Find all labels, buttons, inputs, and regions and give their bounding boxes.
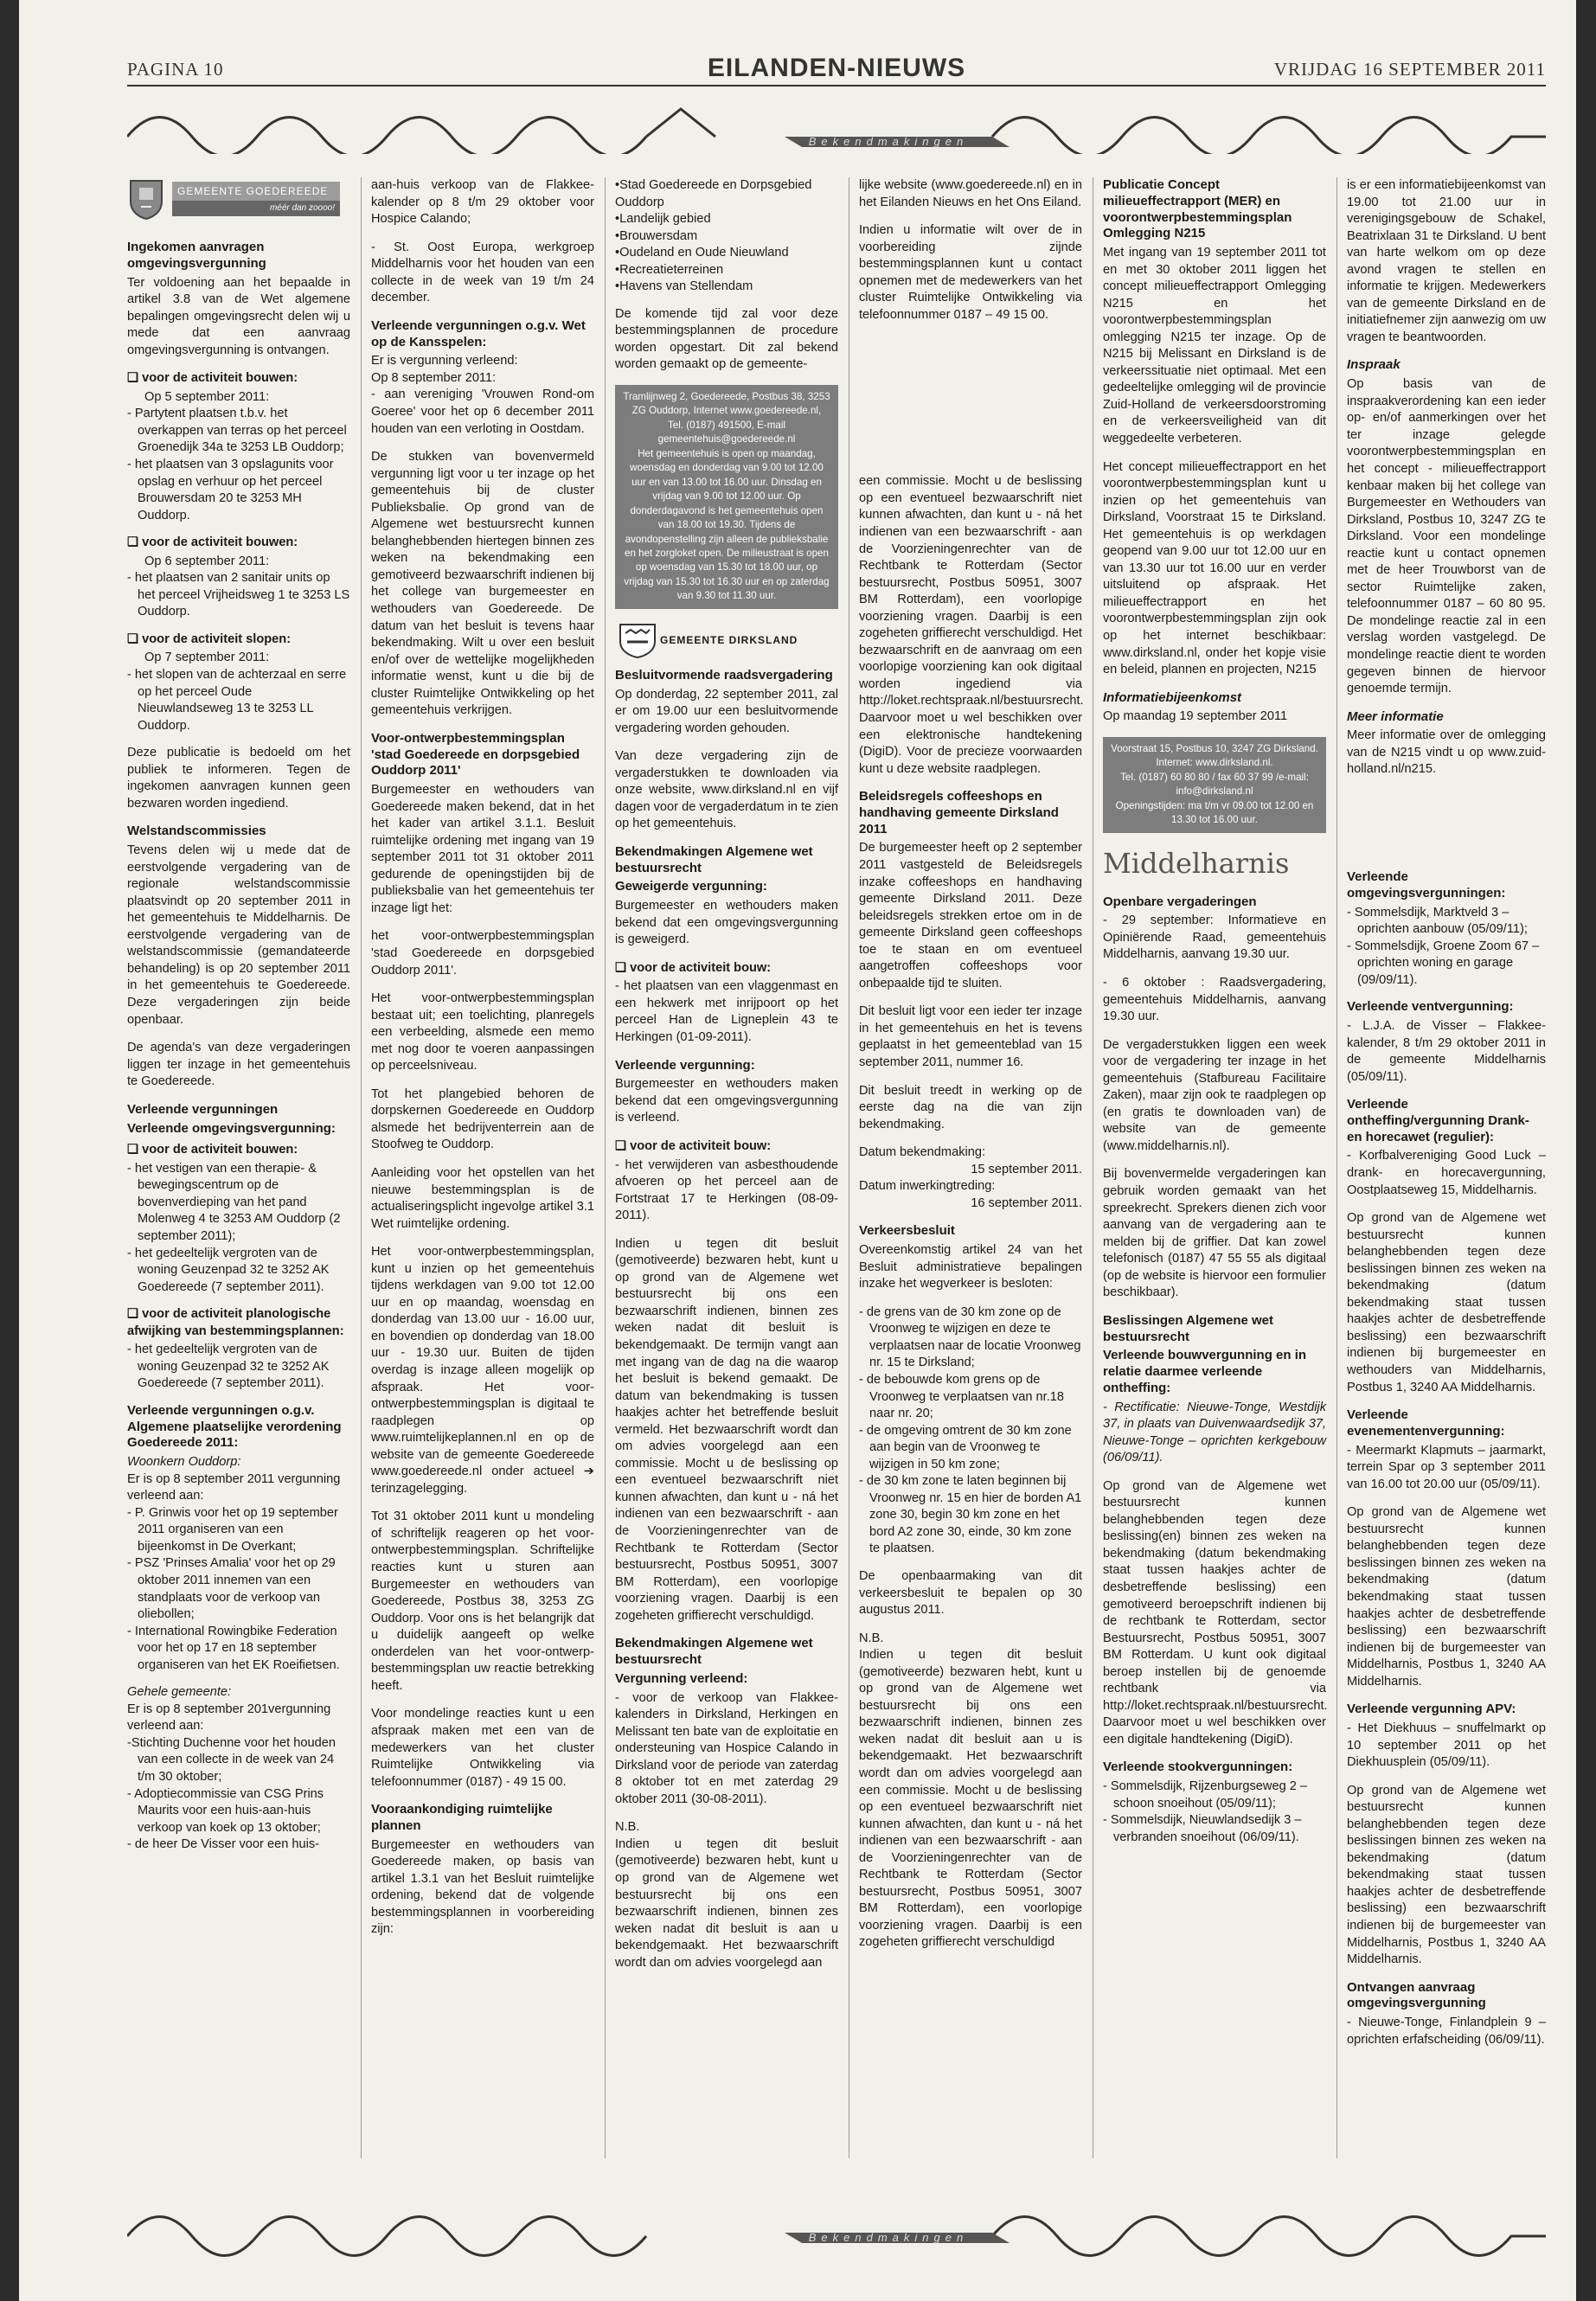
value-datum-2: 16 september 2011. xyxy=(971,1195,1082,1210)
ouddorp-list xyxy=(127,1505,350,1674)
page-number: PAGINA 10 xyxy=(127,59,224,80)
heading-drank: Verleende ontheffing/vergunning Drank- en horecawet (regulier): xyxy=(1347,1097,1529,1144)
plans-list xyxy=(615,177,838,296)
contact-address: Tramlijnweg 2, Goedereede, Postbus 38, 3253 ZG Ouddorp, Internet www.goedereede.nl, xyxy=(623,391,830,417)
text-open-3: De vergaderstukken liggen een week voor de vergadering ter inzage in het gemeentehuis (Stafbureau Facilitaire Zaken), maar zijn ook te raadplegen op (en gratis te downloaden van) de website van de gemeente (www.middelharnis.nl). xyxy=(1103,1037,1326,1153)
heading-geweigerd: Geweigerde vergunning: xyxy=(615,879,767,894)
text-nb: Indien u tegen dit besluit (gemotiveerde) bezwaren hebt, kunt u op grond van de Algemene wet bestuursrecht bij ons een bezwaarschrift indienen, binnen zes weken nadat dit besluit is aan u bekendgemaakt. Het bezwaarschrift wordt dan om advies voorgelegd aan xyxy=(615,1836,838,1970)
list-item: - de omgeving omtrent de 30 km zone aan begin van de Vroonweg te wijzigen in 50 km zone; xyxy=(859,1423,1072,1471)
dirksland-logo xyxy=(615,621,838,659)
text-commissie: een commissie. Mocht u de beslissing op een eventueel bezwaarschrift niet kunnen afwachten, dan kunt u - ná het indienen van een bezwaarschrift - aan de Voorzieningenrechter van de Rechtbank te Rotterdam (Sector bestuursrecht, Postbus 50951, 3007 BM Rotterdam), een voorlopige voorziening vragen. Daarbij is een zogeheten griffierecht verschuldigd. Het bezwaarschrift en de aanvraag om een voorlopige voorziening kan ook digitaal worden ingediend via http://loket.rechtspraak.nl/bestuursrecht. Daarvoor moet u wel beschikken over een elektronische handtekening (DigiD). Voor de precieze voorwaarden kunt u deze website raadplegen. xyxy=(859,474,1084,776)
nb-label: N.B. xyxy=(615,1820,640,1835)
verkeer-list xyxy=(859,1304,1082,1558)
text-kans-item: - aan vereniging 'Vrouwen Rond-om Goeree' voor het op 6 december 2011 houden van een verloting in Oostdam. xyxy=(371,388,594,436)
text-ontheffing-item: - Rectificatie: Nieuwe-Tonge, Westdijk 37, in plaats van Duivenwaardsedijk 37, Nieuwe-Tonge – oprichten kerkgebouw (06/09/11). xyxy=(1103,1400,1326,1465)
activity-bouwen-3: ❑ voor de activiteit bouwen: xyxy=(127,1143,298,1157)
text-raad-1: Op donderdag, 22 september 2011, zal er om 19.00 uur een besluitvormende vergadering worden gehouden. xyxy=(615,687,838,735)
subheading-ouddorp: Woonkern Ouddorp: xyxy=(127,1455,241,1470)
heading-vergaderingen: Openbare vergaderingen xyxy=(1103,894,1257,909)
text-drank: Op grond van de Algemene wet bestuursrecht kunnen belanghebbenden tegen deze beslissingen binnen zes weken na bekendmaking (datum bekendmaking staat tussen haakjes achter de desbetreffende beslissing) een bezwaarschrift indienen bij burgemeester en wethouders van Middelharnis, Postbus 1, 3240 AA Middelharnis. xyxy=(1347,1211,1546,1394)
text-apv-item: - Het Diekhuus – snuffelmarkt op 10 september 2011 op het Diekhuusplein (05/09/11). xyxy=(1347,1721,1546,1770)
list-item: • Stad Goedereede en Dorpsgebied Ouddorp xyxy=(615,177,838,211)
text-voor-7: Voor mondelinge reacties kunt u een afspraak maken met een van de medewerkers van het cluster Ruimtelijke Ontwikkeling via telefoonnummer (0187) - 49 15 00. xyxy=(371,1707,594,1789)
text-welstand-1: Tevens delen wij u mede dat de eerstvolgende vergadering van de regionale welstandscommissie plaatsvindt op 20 september 2011 in het gemeentehuis te Middelharnis. De eerstvolgende vergadering van de welstandscommissie (gemandateerde behandeling) is op 20 september 2011 in het gemeentehuis te Goedereede. Deze vergaderingen zijn beide openbaar. xyxy=(127,843,350,1027)
wave-ornament xyxy=(127,102,1546,154)
text-verkeer: Overeenkomstig artikel 24 van het Besluit administratieve bepalingen inzake het wegverkeer is besloten: xyxy=(859,1243,1082,1292)
masthead: EILANDEN-NIEUWS xyxy=(707,54,966,82)
text-publicatie: Deze publicatie is bedoeld om het publiek te informeren. Tegen de ingekomen aanvragen kunnen geen bezwaren worden ingediend. xyxy=(127,746,350,811)
text-gehele: Er is op 8 september 201vergunning verleend aan: xyxy=(127,1702,331,1734)
list-item: - de bebouwde kom grens op de Vroonweg te verplaatsen van nr.18 naar nr. 20; xyxy=(859,1372,1064,1421)
text-voor-6: Tot 31 oktober 2011 kunt u mondeling of schriftelijk reageren op het voor-ontwerpbestemmingsplan. Schriftelijke reacties kunt u sturen aan Burgemeester en wethouders van Goedereede, Postbus 38, 3253 ZG Ouddorp. Voor ons is het belangrijk dat u duidelijk aangeeft op welke onderdelen van het voor-ontwerp-bestemmingsplan uw reactie betrekking heeft. xyxy=(371,1509,594,1693)
list-item: - Sommelsdijk, Marktveld 3 – oprichten aanbouw (05/09/11); xyxy=(1347,905,1528,937)
activity-bouw-2: ❑ voor de activiteit bouw: xyxy=(615,1138,772,1153)
text-nb: Indien u tegen dit besluit (gemotiveerde) bezwaren hebt, kunt u op grond van de Algemene wet bestuursrecht bij ons een bezwaarschrift indienen, binnen zes weken nadat dit besluit aan u is bekendgemaakt. Het bezwaarschrift wordt dan om advies voorgelegd aan een commissie. Mocht u de beslissing op een eventueel bezwaarschrift niet kunnen afwachten, dan kunt u - ná het indienen van een bezwaarschrift - aan de Voorzieningenrechter van de Rechtbank te Rotterdam (Sector bestuursrecht, Postbus 50951, 3007 BM Rotterdam), een voorlopige voorziening vragen. Daarbij is een zogeheten griffierecht verschuldigd xyxy=(859,1648,1082,1950)
contact-hours: Het gemeentehuis is open op maandag, woensdag en donderdag van 9.00 tot 12.00 uur en van 13.00 tot 16.00 uur. Dinsdag en vrijdag van 9.00 tot 12.00 uur. Op donderdagavond is het gemeentehuis open van 18.00 tot 19.30. Tijdens de avondopenstelling zijn alleen de publieksbalie en het zorgloket open. De milieustraat is open op woensdag van 15.30 tot 18.00 uur, op vrijdag van 15.30 tot 16.30 uur en op zaterdag van 9.30 tot 11.30 uur. xyxy=(624,447,830,602)
activity-planologisch: ❑ voor de activiteit planologische afwijking van bestemmingsplannen: xyxy=(127,1307,344,1338)
column-goedereede xyxy=(127,177,350,1864)
heading-welstand: Welstandscommissies xyxy=(127,824,266,839)
text-publicatie-1: Met ingang van 19 september 2011 tot en met 30 oktober 2011 liggen het concept milieueffectrapport Omlegging N215 en het voorontwerpbestemmingsplan omlegging N215 ter inzage. Op de N215 bij Melissant en Dirksland is de verkeerssituatie niet optimaal. Met een gedeeltelijke omlegging wil de provincie Zuid-Holland de verkeersdoorstroming en de verkeersveiligheid van dit weggedeelte verbeteren. xyxy=(1103,246,1326,446)
list-item: - Sommelsdijk, Nieuwlandsedijk 3 – verbranden snoeihout (06/09/11). xyxy=(1103,1813,1302,1844)
bottom-banner xyxy=(127,2210,1546,2262)
heading-beslissingen: Beslissingen Algemene wet bestuursrecht xyxy=(1103,1312,1274,1344)
contact-phone: Tel. (0187) 60 80 80 / fax 60 37 99 /e-mail: info@dirksland.nl xyxy=(1120,771,1309,798)
activity-bouw: ❑ voor de activiteit bouw: xyxy=(615,960,772,975)
list-item: - Partytent plaatsen t.b.v. het overkappen van terras op het perceel Groenedijk 34a te 3253 LB Ouddorp; xyxy=(127,407,347,455)
text-voor-1b: het voor-ontwerpbestemmingsplan 'stad Goedereede en dorpsgebied Ouddorp 2011'. xyxy=(371,929,594,977)
column-divider xyxy=(361,177,362,2158)
middelharnis-logo: Middelharnis xyxy=(1103,846,1290,880)
text-bijeenkomst: Op maandag 19 september 2011 xyxy=(1103,709,1288,724)
banner-label: Bekendmakingen xyxy=(808,2231,969,2244)
text-welstand-2: De agenda's van deze vergaderingen liggen ter inzage in het gemeentehuis te Goedereede. xyxy=(127,1041,350,1089)
list-item: • Havens van Stellendam xyxy=(615,279,838,296)
heading-aanvragen: Ingekomen aanvragen omgevingsvergunning xyxy=(127,240,266,271)
text-kans: Er is vergunning verleend: xyxy=(371,354,518,369)
top-banner xyxy=(127,102,1546,154)
content-grid xyxy=(127,177,1546,2158)
heading-verleend: Verleende vergunning: xyxy=(615,1057,755,1073)
heading-ontheffing: Verleende bouwvergunning en in relatie daarmee verleende ontheffing: xyxy=(1103,1348,1307,1395)
activity-date: Op 7 september 2011: xyxy=(144,651,270,665)
nb-label: N.B. xyxy=(859,1631,884,1645)
activity-date: Op 6 september 2011: xyxy=(144,554,270,568)
list-item: • Brouwersdam xyxy=(615,228,838,246)
value-datum-1: 15 september 2011. xyxy=(971,1162,1082,1176)
newspaper-page xyxy=(19,0,1576,2301)
list-item: - de 30 km zone te laten beginnen bij Vroonweg nr. 15 en hier de borden A1 zone 30, begin 30 km zone en het bord A2 zone 30, einde, 30 km zone te plaatsen. xyxy=(859,1474,1082,1556)
text-coffee-2: Dit besluit ligt voor een ieder ter inzage in het gemeentehuis en het is tevens geplaatst in het gemeenteblad van 15 september 2011, nummer 16. xyxy=(859,1004,1082,1070)
contact-phone: Tel. (0187) 491500, E-mail gemeentehuis@goedereede.nl xyxy=(657,419,796,445)
list-item: -Stichting Duchenne voor het houden van een collecte in de week van 24 t/m 30 oktober; xyxy=(127,1735,336,1785)
text-geweigerd: Burgemeester en wethouders maken bekend dat een omgevingsvergunning is geweigerd. xyxy=(615,899,838,947)
list-item: - de grens van de 30 km zone op de Vroonweg te wijzigen en deze te verplaatsen naar de locatie Vroonweg nr. 15 te Dirksland; xyxy=(859,1304,1081,1370)
banner-label: Bekendmakingen xyxy=(808,135,969,148)
gehele-list xyxy=(127,1735,350,1854)
heading-ventvergunning: Verleende ventvergunning: xyxy=(1347,999,1514,1015)
text-bouw-item-2: - het verwijderen van asbesthoudende afvoeren op het perceel aan de Fortstraat 17 te Herkingen (08-09-2011). xyxy=(615,1157,838,1223)
heading-apv: Verleende vergunning APV: xyxy=(1347,1702,1516,1717)
text-even-item: - Meermarkt Klapmuts – jaarmarkt, terrein Spar op 3 september 2011 van 16.00 tot 20.00 uur (05/09/11). xyxy=(1347,1443,1546,1491)
heading-verkeersbesluit: Verkeersbesluit xyxy=(859,1223,955,1239)
goedereede-title-box xyxy=(172,182,340,215)
heading-coffeeshops: Beleidsregels coffeeshops en handhaving gemeente Dirksland 2011 xyxy=(859,789,1059,836)
text-vooraankondiging: Burgemeester en wethouders van Goedereede maken, op basis van artikel 1.3.1 van het Besluit ruimtelijke ordening, bekend dat de volgende bestemmingsplannen in voorbereiding zijn: xyxy=(371,1837,594,1937)
text-bouw-item: - het plaatsen van een vlaggenmast en een hekwerk met inrijpoort op het perceel Han de Ligneplein 43 te Herkingen (01-09-2011). xyxy=(615,979,838,1045)
activity-list xyxy=(127,1161,350,1296)
list-item: - het slopen van de achterzaal en serre op het perceel Oude Nieuwlandseweg 13 te 3253 LL Ouddorp. xyxy=(127,667,347,733)
text-datum-2: Datum inwerkingtreding: xyxy=(859,1179,996,1194)
column-divider xyxy=(605,177,606,2158)
list-item: - het vestigen van een therapie- & bewegingscentrum op de bovenverdieping van het pand Molenweg 4 te 3253 AM Ouddorp (2 september 2011); xyxy=(127,1161,341,1243)
text-apv: Op grond van de Algemene wet bestuursrecht kunnen belanghebbenden tegen deze beslissingen binnen zes weken na bekendmaking (datum bekendmaking staat tussen haakjes achter de desbetreffende beslissing) een bezwaarschrift indienen bij de burgemeester van Middelharnis, Postbus 1, 3240 AA Middelharnis. xyxy=(1347,1783,1546,1967)
activity-list xyxy=(127,570,350,621)
text-voor-1: Burgemeester en wethouders van Goedereede maken bekend, dat in het het kader van artikel 3.1.1. Besluit ruimtelijke ordening met ingang van 19 september 2011 tot 31 oktober 2011 gedurende de openingstijden bij de publieksbalie van het gemeentehuis ter inzage ligt het: xyxy=(371,783,594,915)
text-cont: aan-huis verkoop van de Flakkee-kalender op 8 t/m 29 oktober voor Hospice Calando; xyxy=(371,178,594,227)
list-item: - International Rowingbike Federation voor het op 17 en 18 september organiseren van het EK Roeifietsen. xyxy=(127,1624,340,1672)
text-raad-2: Van deze vergadering zijn de vergaderstukken te downloaden via onze website, www.dirksland.nl en vijf dagen voor de vergaderdatum in te zien op het gemeentehuis. xyxy=(615,749,838,831)
list-item: - het plaatsen van 2 sanitair units op het perceel Vrijheidsweg 1 te 3253 LS Ouddorp. xyxy=(127,571,350,619)
text-verleend-2: - voor de verkoop van Flakkee-kalenders in Dirksland, Herkingen en Melissant ten bate van de exploitatie en ondersteuning van Hospice Calando in Dirksland voor de periode van zaterdag 8 oktober tot en met zaterdag 29 oktober 2011 (30-08-2011). xyxy=(615,1690,838,1806)
goedereede-crest-icon xyxy=(127,177,165,221)
text-ontvangen-item: - Nieuwe-Tonge, Finlandplein 9 – oprichten erfafscheiding (06/09/11). xyxy=(1347,2016,1546,2047)
activity-bouwen-2: ❑ voor de activiteit bouwen: xyxy=(127,535,298,550)
text-cont-2: - St. Oost Europa, werkgroep Middelharnis voor het houden van een collecte in de week van 19 t/m 24 december. xyxy=(371,240,594,305)
list-item: - het gedeeltelijk vergroten van de woning Geuzenpad 32 te 3252 AK Goedereede (7 september 2011). xyxy=(127,1246,330,1294)
column-middelharnis xyxy=(1103,177,1326,1856)
heading-raad: Besluitvormende raadsvergadering xyxy=(615,667,833,683)
activity-list xyxy=(127,1342,350,1393)
heading-omgevingsvergunningen: Verleende omgevingsvergunningen: xyxy=(1347,869,1506,901)
list-item: - Adoptiecommissie van CSG Prins Maurits voor een huis-aan-huis verkoop van koek op 13 oktober; xyxy=(127,1786,324,1835)
text-site: lijke website (www.goedereede.nl) en in het Eilanden Nieuws en het Ons Eiland. xyxy=(859,178,1082,209)
activity-slopen: ❑ voor de activiteit slopen: xyxy=(127,631,292,646)
text-open-2: - 6 oktober : Raadsvergadering, gemeentehuis Middelharnis, aanvang 19.30 uur. xyxy=(1103,975,1326,1024)
text-even: Op grond van de Algemene wet bestuursrecht kunnen belanghebbenden tegen deze beslissingen binnen zes weken na bekendmaking (datum bekendmaking staat tussen haakjes achter de desbetreffende beslissing) een bezwaarschrift indienen bij de burgemeester van Middelharnis, Postbus 1, 3240 AA Middelharnis. xyxy=(1347,1505,1546,1689)
goedereede-logo xyxy=(127,177,350,221)
spacer xyxy=(859,335,1082,473)
heading-evenementen: Verleende evenementenvergunning: xyxy=(1347,1407,1505,1439)
heading-verleend: Verleende vergunningen xyxy=(127,1101,279,1117)
column-middelharnis-2 xyxy=(1347,177,1546,2060)
heading-inspraak: Inspraak xyxy=(1347,357,1401,373)
text-cont: is er een informatiebijeenkomst van 19.00 tot 21.00 uur in verenigingsgebouw de Schakel, Beatrixlaan 31 te Dirksland. U bent van harte welkom om op deze avond vragen te stellen en informatie te krijgen. Medewerkers van de gemeente Dirksland en de initiatiefnemer zijn aanwezig om uw vragen te beantwoorden. xyxy=(1347,178,1546,344)
wave-ornament xyxy=(127,2210,1546,2262)
heading-vergunning-verleend: Vergunning verleend: xyxy=(615,1670,748,1686)
text-voor-3: Tot het plangebied behoren de dorpskernen Goedereede en Ouddorp alsmede het bedrijventerrein aan de Stoofweg te Ouddorp. xyxy=(371,1086,594,1152)
activity-date: Op 5 september 2011: xyxy=(144,389,270,404)
text-open-1: - 29 september: Informatieve en Opiniërende Raad, gemeentehuis Middelharnis, aanvang 19.30 uur. xyxy=(1103,913,1326,962)
list-item: - Sommelsdijk, Rijzenburgseweg 2 – schoon snoeihout (05/09/11); xyxy=(1103,1779,1308,1811)
spacer xyxy=(1347,790,1546,869)
column-dirksland-2 xyxy=(859,177,1082,1963)
column-goedereede-2 xyxy=(371,177,594,1950)
stook-list xyxy=(1103,1779,1326,1846)
text-publicatie-2: Het concept milieueffectrapport en het voorontwerpbestemmingsplan kunt u inzien op het gemeentehuis van Dirksland, Voorstraat 15 te Dirksland. Het gemeentehuis is op werkdagen geopend van 9.00 uur tot 12.00 uur en van 13.30 uur tot 16.00 uur en verder uitsluitend op afspraak. Het milieueffectrapport en het voorontwerpbestemmingsplan zijn ook op het internet beschikbaar: www.dirksland.nl, onder het kopje visie en beleid, plannen en projecten, N215 xyxy=(1103,459,1326,677)
text-coffee-1: De burgemeester heeft op 2 september 2011 vastgesteld de Beleidsregels inzake coffeeshops en handhaving gemeente Dirksland 2011. Deze beleidsregels strekken ertoe om in de gemeente Dirksland geen coffeeshops toe te staan en om eventueel aangetroffen coffeeshops voor onbepaalde tijd te sluiten. xyxy=(859,841,1082,990)
dirksland-title: GEMEENTE DIRKSLAND xyxy=(660,633,798,646)
list-item: • Oudeland en Oude Nieuwland xyxy=(615,245,838,262)
list-item: • Landelijk gebied xyxy=(615,211,838,228)
column-dirksland xyxy=(615,177,838,1983)
activity-list xyxy=(127,667,350,734)
activity-list xyxy=(127,406,350,524)
contact-hours: Openingstijden: ma t/m vr 09.00 tot 12.00 en 13.30 tot 16.00 uur. xyxy=(1115,799,1314,826)
text-intro: Ter voldoening aan het bepaalde in artikel 3.8 van de Wet algemene bepalingen omgevingsrecht delen wij u mede dat een aanvraag omgevingsvergunning is ontvangen. xyxy=(127,275,350,357)
list-item: - PSZ 'Prinses Amalia' voor het op 29 oktober 2011 innemen van een standplaats voor de verkoop van oliebollen; xyxy=(127,1556,336,1622)
page-header xyxy=(127,52,1546,87)
text-bezwaar: Indien u tegen dit besluit (gemotiveerde) bezwaren hebt, kunt u op grond van de Algemene wet bestuursrecht bij ons een bezwaarschrift indienen, binnen zes weken nadat dit besluit is bekendgemaakt. De termijn vangt aan met ingang van de dag na die waarop het besluit is bekend gemaakt. De datum van bekendmaking is tussen haakjes achter het betreffende besluit vermeld. Het bezwaarschrift wordt dan om advies voorgelegd aan een commissie. Mocht u de beslissing op een eventueel bezwaarschrift niet kunnen afwachten, dan kunt u - ná het indienen van een bezwaarschrift - aan de Voorzieningenrechter van de Rechtbank te Rotterdam (Sector bestuursrecht, Postbus 50951, 3007 BM Rotterdam), een voorlopige voorziening vragen. Daarbij is een zogeheten griffierecht verschuldigd. xyxy=(615,1236,838,1623)
contact-address: Voorstraat 15, Postbus 10, 3247 ZG Dirksland. Internet: www.dirksland.nl. xyxy=(1111,742,1318,769)
text-inspraak: Op basis van de inspraakverordening kan een ieder op- en/of aanmerkingen over het ter inzage gelegde voorontwerpbestemmingsplan en het concept - milieueffectrapport kenbaar maken bij het college van Burgemeester en Wethouders van Dirksland, Postbus 10, 3247 ZG te Dirksland. Voor een mondelinge reactie kunt u contact opnemen met de heer Trouwborst van de sector Ruimtelijke zaken, telefoonnummer 0187 – 60 80 95. De mondelinge reactie zal in een verslag worden vastgelegd. De mondelinge reactie dient te worden gegeven binnen de hiervoor genoemde termijn. xyxy=(1347,377,1546,696)
goedereede-contact-box xyxy=(615,385,838,609)
heading-verleend-omgeving: Verleende omgevingsvergunning: xyxy=(127,1120,336,1136)
list-item: - de heer De Visser voor een huis- xyxy=(127,1837,319,1852)
heading-kansspelen: Verleende vergunningen o.g.v. Wet op de Kansspelen: xyxy=(371,317,586,349)
activity-bouwen-1: ❑ voor de activiteit bouwen: xyxy=(127,371,298,386)
heading-bekendmakingen-2: Bekendmakingen Algemene wet bestuursrecht xyxy=(615,1636,813,1668)
list-item: • Recreatieterreinen xyxy=(615,262,838,279)
text-voor-2: Het voor-ontwerpbestemmingsplan bestaat uit; een toelichting, planregels een verbeelding, alsmede een memo met nog door te voeren aanpassingen op perceelsniveau. xyxy=(371,991,594,1074)
text-info: Indien u informatie wilt over de in voorbereiding zijnde bestemmingsplannen kunt u contact opnemen met de medewerkers van het cluster Ruimtelijke Ontwikkeling via telefoonnummer 0187 – 49 15 00. xyxy=(859,223,1082,322)
text-komende: De komende tijd zal voor deze bestemmingsplannen de procedure worden opgestart. Dit zal bekend worden gemaakt op de gemeente- xyxy=(615,306,838,372)
heading-publicatie: Publicatie Concept milieueffectrapport (MER) en voorontwerpbestemmingsplan Omlegging N215 xyxy=(1103,177,1292,241)
text-ouddorp: Er is op 8 september 2011 vergunning verleend aan: xyxy=(127,1471,341,1503)
heading-bijeenkomst: Informatiebijeenkomst xyxy=(1103,689,1242,705)
goedereede-slogan: méér dan zoooo! xyxy=(172,201,340,215)
text-datum-1: Datum bekendmaking: xyxy=(859,1145,986,1160)
dirksland-crest-icon xyxy=(615,621,660,659)
heading-bekendmakingen: Bekendmakingen Algemene wet bestuursrecht xyxy=(615,843,813,875)
heading-vooraankondiging: Vooraankondiging ruimtelijke plannen xyxy=(371,1802,553,1833)
text-open-4: Bij bovenvermelde vergaderingen kan gebruik worden gemaakt van het spreekrecht. Sprekers dienen zich voor aanvang van de vergadering aan te melden bij de griffier. Dat kan zowel telefonisch (0187) 47 55 55 als digitaal (op de website is hiervoor een formulier beschikbaar). xyxy=(1103,1167,1326,1300)
heading-apv: Verleende vergunningen o.g.v. Algemene plaatselijke verordening Goedereede 2011: xyxy=(127,1402,342,1451)
text-voor-5: Het voor-ontwerpbestemmingsplan, kunt u inzien op het gemeentehuis tijdens werkdagen van 9.00 tot 12.00 uur en op maandag, woensdag en donderdag van 13.00 uur - 16.00 uur, en bovendien op donderdag van 18.00 uur - 19.30 uur. Buiten de tijden overdag is inzage alleen mogelijk op afspraak. Het voor-ontwerpbestemmingsplan is digitaal te raadplegen op www.ruimtelijkeplannen.nl en op de website van de gemeente Goedereede www.goedereede.nl onder actueel ➔ terinzagelegging. xyxy=(371,1245,594,1496)
column-divider xyxy=(1336,177,1337,2158)
dirksland-contact-box xyxy=(1103,737,1326,833)
text-stukken: De stukken van bovenvermeld vergunning ligt voor u ter inzage op het gemeentehuis bij de cluster Publieksbalie. Op grond van de Algemene wet bestuursrecht kunnen belanghebbenden hiertegen binnen zes weken na bekendmaking een gemotiveerd bezwaarschrift indienen bij het college van burgemeester en wethouders van Goedereede. De datum van het besluit is tevens haar bekendmaking. Wilt u over een besluit en/of over de wettelijke mogelijkheden informatie wenst, kunt u die bij de cluster Ruimtelijke Ontwikkeling op het gemeentehuis verkrijgen. xyxy=(371,450,594,718)
list-item: - Sommelsdijk, Groene Zoom 67 – oprichten woning en garage (09/09/11). xyxy=(1347,939,1540,987)
text-verkeer-2: De openbaarmaking van dit verkeersbesluit te bepalen op 30 augustus 2011. xyxy=(859,1569,1082,1618)
heading-ontvangen: Ontvangen aanvraag omgevingsvergunning xyxy=(1347,1979,1486,2011)
omg-list xyxy=(1347,905,1546,990)
heading-stookvergunningen: Verleende stookvergunningen: xyxy=(1103,1759,1293,1775)
text-voor-4: Aanleiding voor het opstellen van het nieuwe bestemmingsplan is de actualiseringsplicht ingevolge artikel 3.1 Wet ruimtelijke ordening. xyxy=(371,1166,594,1231)
list-item: - het gedeeltelijk vergroten van de woning Geuzenpad 32 te 3252 AK Goedereede (7 september 2011). xyxy=(127,1343,330,1391)
text-meer-info: Meer informatie over de omlegging van de N215 vindt u op www.zuid-holland.nl/n215. xyxy=(1347,728,1546,777)
issue-date: VRIJDAG 16 SEPTEMBER 2011 xyxy=(1273,59,1546,80)
text-drank-item: - Korfbalvereniging Good Luck – drank- en horecavergunning, Oostplaatseweg 15, Middelharnis. xyxy=(1347,1149,1546,1197)
text-ontheffing: Op grond van de Algemene wet bestuursrecht kunnen belanghebbenden tegen deze beslissing(en) binnen zes weken na bekendmaking (datum bekendmaking staat tussen haakjes achter de desbetreffende beslissing) een gemotiveerd beroepschrift indienen bij de rechtbank te Rotterdam, sector Bestuursrecht, Postbus 50951, 3007 BM Rotterdam. U kunt ook digitaal beroep instellen bij de genoemde rechtbank via http://loket.rechtspraak.nl/bestuursrecht. Daarvoor moet u wel beschikken over een digitale handtekening (DigiD). xyxy=(1103,1478,1328,1747)
list-item: - het plaatsen van 3 opslagunits voor opslag en verhuur op het perceel Brouwersdam 20 te 3253 MH Ouddorp. xyxy=(127,457,334,522)
goedereede-title: GEMEENTE GOEDEREEDE xyxy=(177,185,329,198)
list-item: - P. Grinwis voor het op 19 september 2011 organiseren van een bijeenkomst in De Overkant; xyxy=(127,1505,338,1554)
text-coffee-3: Dit besluit treedt in werking op de eerste dag na die van zijn bekendmaking. xyxy=(859,1083,1082,1131)
header-rule xyxy=(127,85,1546,87)
text-vent: - L.J.A. de Visser – Flakkee-kalender, 8 t/m 29 oktober 2011 in de gemeente Middelharnis (05/09/11). xyxy=(1347,1018,1546,1084)
text-kans-date: Op 8 september 2011: xyxy=(371,370,497,385)
heading-meer-info: Meer informatie xyxy=(1347,708,1444,724)
heading-voorontwerp: Voor-ontwerpbestemmingsplan 'stad Goedereede en dorpsgebied Ouddorp 2011' xyxy=(371,730,580,779)
subheading-gehele: Gehele gemeente: xyxy=(127,1685,232,1700)
text-verleend: Burgemeester en wethouders maken bekend dat een omgevingsvergunning is verleend. xyxy=(615,1077,838,1125)
